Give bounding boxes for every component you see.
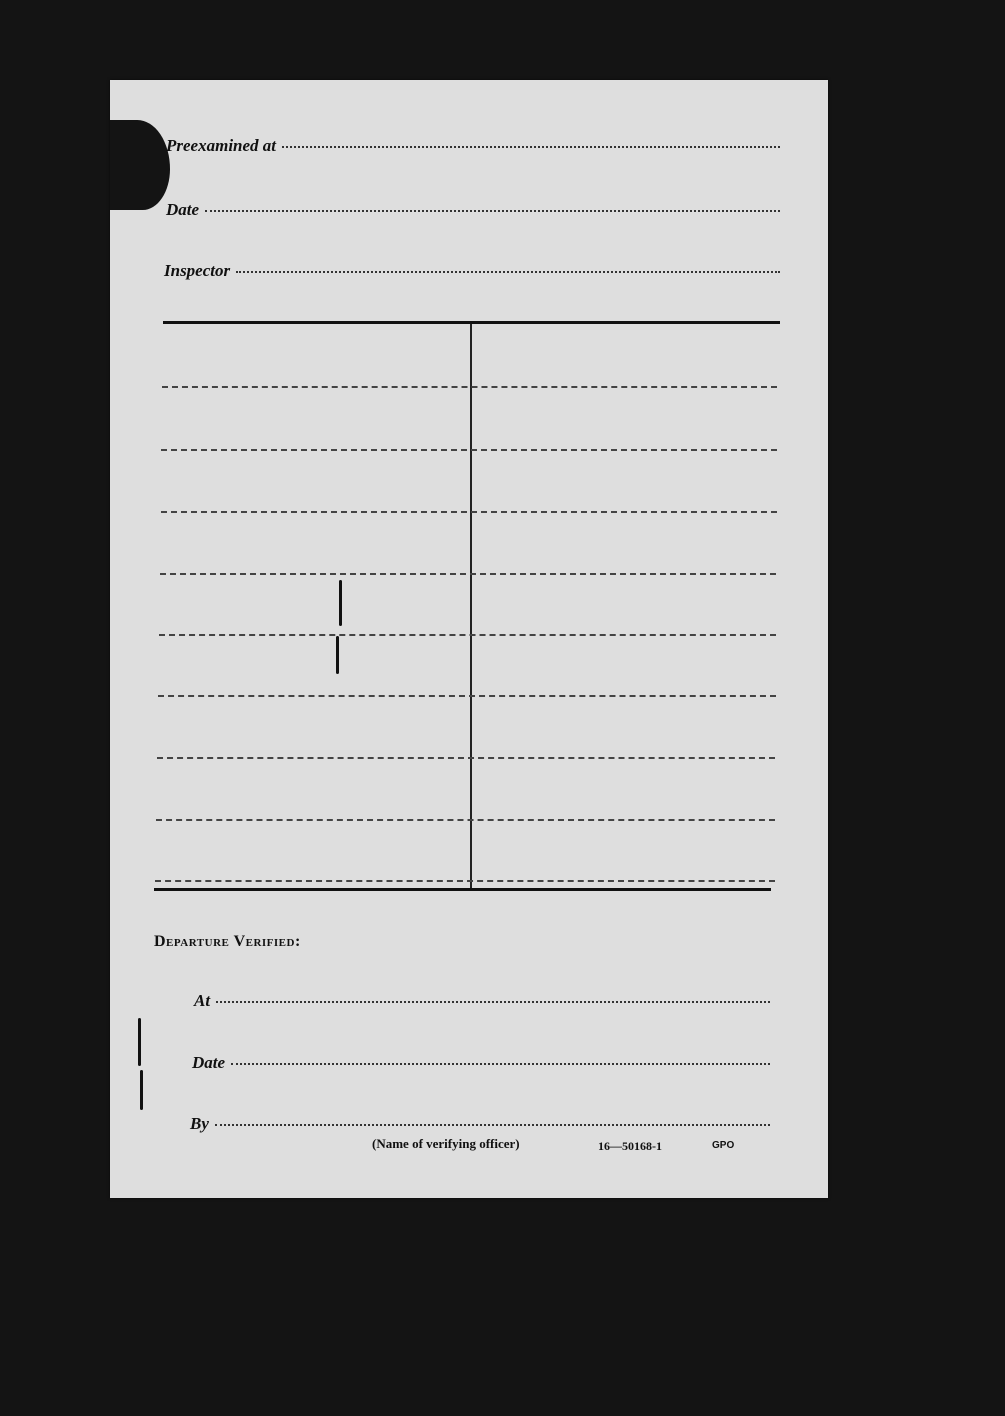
verifying-officer-note: (Name of verifying officer)	[372, 1136, 520, 1151]
table-row-line	[159, 634, 776, 636]
inspector-field	[164, 261, 780, 281]
departure-at-field	[194, 991, 770, 1011]
preexamined-line	[282, 145, 780, 148]
table-row-line	[161, 511, 777, 513]
table-bottom-rule	[154, 888, 771, 891]
departure-by-line	[215, 1123, 770, 1126]
table-row-line	[162, 386, 777, 388]
pen-mark	[336, 636, 339, 674]
departure-at-label: At	[194, 991, 211, 1010]
departure-heading: Departure Verified:	[154, 933, 301, 950]
form-number: 16—50168-1	[598, 1139, 662, 1153]
table-row-line	[160, 573, 776, 575]
pen-mark	[339, 580, 342, 626]
preexamined-label: Preexamined at	[166, 136, 277, 155]
table-row-line	[161, 449, 777, 451]
date-line	[205, 209, 780, 212]
date-field	[166, 200, 780, 220]
form-card	[110, 80, 828, 1198]
table-row-line	[155, 880, 775, 882]
table-row-line	[156, 819, 775, 821]
preexamined-field	[166, 136, 780, 156]
departure-date-label: Date	[192, 1053, 226, 1072]
departure-date-field	[192, 1053, 770, 1073]
table-row-line	[158, 695, 776, 697]
departure-date-line	[231, 1062, 770, 1065]
inspector-line	[236, 270, 780, 273]
printer-mark: GPO	[712, 1140, 735, 1151]
departure-by-field	[190, 1114, 770, 1134]
table-row-line	[157, 757, 775, 759]
inspector-label: Inspector	[164, 261, 231, 280]
table-column-divider	[470, 324, 472, 889]
departure-by-label: By	[190, 1114, 209, 1133]
margin-pen-mark	[138, 1018, 141, 1066]
margin-pen-mark	[140, 1070, 143, 1110]
date-label: Date	[166, 200, 200, 219]
departure-at-line	[216, 1000, 770, 1003]
